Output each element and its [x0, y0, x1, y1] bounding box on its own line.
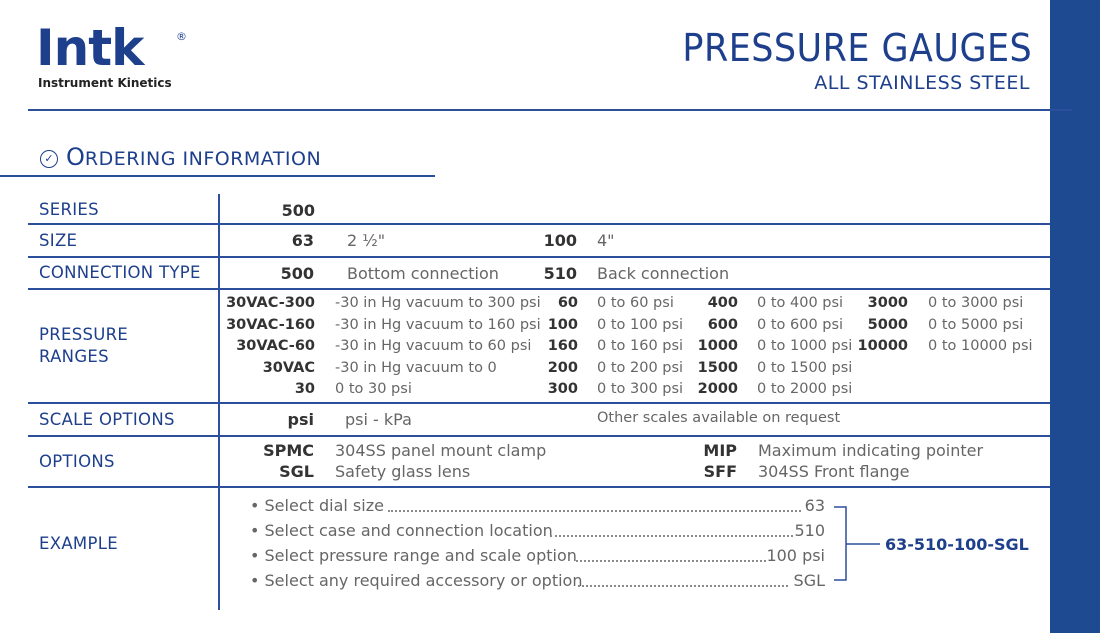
pressure-col-4 [0, 295, 1033, 360]
logo-subtitle: Instrument Kinetics [38, 76, 172, 90]
pressure-desc: -30 in Hg vacuum to 60 psi [335, 338, 532, 354]
pressure-range-item [0, 360, 860, 382]
row-divider [28, 435, 1050, 437]
pressure-desc: 0 to 600 psi [757, 316, 844, 333]
option-code: SFF [703, 462, 737, 481]
connection-desc-510: Back connection [597, 264, 730, 283]
pressure-code: 200 [547, 359, 578, 376]
example-step-text: • Select dial size [250, 496, 384, 515]
pressure-range-item [0, 338, 1033, 360]
scale-desc: psi - kPa [345, 410, 412, 429]
series-code: 500 [281, 201, 315, 220]
pressure-code: 100 [547, 316, 578, 333]
example-bracket [830, 500, 890, 590]
option-code: MIP [703, 441, 737, 460]
pressure-desc: 0 to 200 psi [597, 359, 684, 376]
row-divider [28, 256, 1050, 258]
option-code: SPMC [263, 441, 314, 460]
pressure-code: 400 [707, 295, 738, 311]
option-desc: Maximum indicating pointer [758, 441, 984, 460]
pressure-code: 60 [557, 295, 578, 311]
row-label-example: EXAMPLE [39, 534, 118, 553]
pressure-range-item [0, 317, 1030, 339]
option-code: SGL [279, 462, 314, 481]
scale-note: Other scales available on request [597, 410, 841, 426]
size-code-63: 63 [291, 231, 314, 250]
pressure-code: 30VAC [262, 359, 315, 376]
pressure-desc: 0 to 160 psi [597, 338, 684, 354]
pressure-desc: 0 to 30 psi [335, 381, 412, 397]
row-label-series: SERIES [39, 200, 99, 219]
section-title-initial: O [66, 143, 85, 171]
pressure-desc: 0 to 5000 psi [928, 316, 1024, 333]
row-divider [28, 288, 1050, 290]
leader-dots [388, 510, 801, 512]
pressure-range-item [0, 381, 860, 403]
header-divider [28, 109, 1072, 111]
pressure-code: 2000 [697, 381, 738, 397]
option-desc: 304SS Front flange [758, 462, 910, 481]
pressure-desc: -30 in Hg vacuum to 160 psi [335, 316, 541, 333]
pressure-code: 30VAC-160 [226, 316, 315, 333]
row-divider [28, 486, 1050, 488]
pressure-code: 1500 [697, 359, 738, 376]
example-step-text: • Select any required accessory or option [250, 571, 583, 590]
pressure-code: 160 [547, 338, 578, 354]
example-step-text: • Select case and connection location [250, 521, 553, 540]
leader-dots [578, 585, 788, 587]
pressure-desc: 0 to 10000 psi [928, 338, 1033, 354]
pressure-code: 30 [294, 381, 315, 397]
size-desc-100: 4" [597, 231, 615, 250]
section-title [40, 143, 321, 171]
pressure-code: 30VAC-300 [226, 295, 315, 311]
row-label-pressure-1: PRESSURE [39, 325, 129, 344]
row-label-options: OPTIONS [39, 452, 115, 471]
pressure-code: 30VAC-60 [236, 338, 315, 354]
pressure-desc: 0 to 1000 psi [757, 338, 853, 354]
connection-code-510: 510 [543, 264, 577, 283]
logo-text: Intk [36, 19, 144, 77]
example-step-text: • Select pressure range and scale option [250, 546, 577, 565]
series-code-cell [282, 201, 315, 220]
pressure-desc: -30 in Hg vacuum to 0 [335, 359, 497, 376]
pressure-code: 1000 [697, 338, 738, 354]
page-subtitle: ALL STAINLESS STEEL [814, 72, 1030, 94]
example-step-value: 63 [804, 496, 825, 515]
pressure-desc: 0 to 2000 psi [757, 381, 853, 397]
pressure-desc: 0 to 300 psi [597, 381, 684, 397]
row-label-scale: SCALE OPTIONS [39, 410, 175, 429]
size-code-100: 100 [543, 231, 577, 250]
connection-desc-500: Bottom connection [347, 264, 499, 283]
leader-dots [550, 535, 793, 537]
sidebar-band [1050, 0, 1100, 633]
scale-row [0, 410, 1050, 430]
pressure-desc: -30 in Hg vacuum to 300 psi [335, 295, 541, 311]
section-divider [0, 175, 435, 177]
leader-dots [576, 560, 766, 562]
pressure-desc: 0 to 1500 psi [757, 359, 853, 376]
brand-logo [36, 19, 187, 90]
size-row [0, 231, 1050, 251]
row-divider [28, 223, 1050, 225]
logo-registered-mark: ® [176, 30, 187, 43]
row-label-size: SIZE [39, 231, 78, 250]
scale-code: psi [287, 410, 314, 429]
pressure-code: 5000 [867, 316, 908, 333]
pressure-desc: 0 to 3000 psi [928, 295, 1024, 311]
row-label-pressure-2: RANGES [39, 347, 109, 366]
example-step-value: 100 psi [766, 546, 825, 565]
options-row [0, 441, 1050, 485]
pressure-range-item [0, 295, 1030, 317]
pressure-code: 600 [707, 316, 738, 333]
size-desc-63: 2 ½" [347, 231, 386, 250]
pressure-desc: 0 to 400 psi [757, 295, 844, 311]
pressure-code: 10000 [857, 338, 908, 354]
option-desc: Safety glass lens [335, 462, 471, 481]
pressure-desc: 0 to 60 psi [597, 295, 674, 311]
pressure-desc: 0 to 100 psi [597, 316, 684, 333]
pressure-code: 3000 [867, 295, 908, 311]
example-result: 63-510-100-SGL [885, 535, 1029, 554]
option-desc: 304SS panel mount clamp [335, 441, 547, 460]
example-step-value: 510 [794, 521, 825, 540]
section-title-rest: RDERING INFORMATION [84, 148, 322, 170]
row-label-connection: CONNECTION TYPE [39, 263, 201, 282]
example-step-value: SGL [793, 571, 825, 590]
page-title: PRESSURE GAUGES [682, 26, 1032, 70]
check-circle-icon: ✓ [40, 150, 58, 168]
connection-row [0, 264, 1050, 284]
connection-code-500: 500 [280, 264, 314, 283]
pressure-code: 300 [547, 381, 578, 397]
